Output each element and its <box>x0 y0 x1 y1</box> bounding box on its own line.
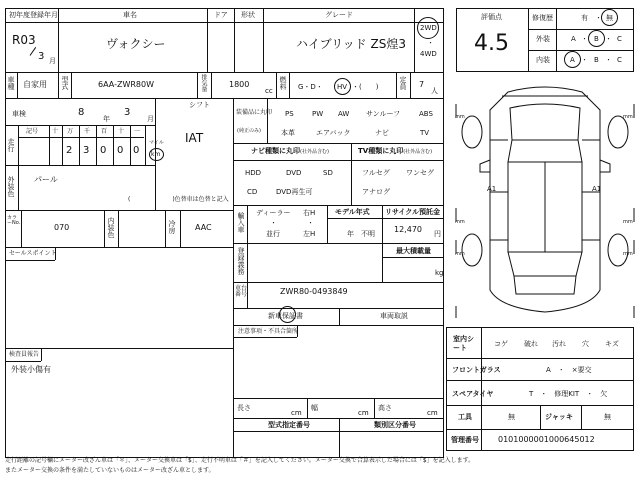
model-year-value: 年 不明 <box>347 230 375 238</box>
seat-option: 汚れ <box>552 340 566 348</box>
capacity-unit: 人 <box>431 87 438 95</box>
height-label: 高さ <box>378 404 392 412</box>
cooler-value: AAC <box>195 223 212 232</box>
exterior-c: C <box>617 35 622 43</box>
tv-oneseg: ワンセグ <box>406 169 434 177</box>
digit-header-6: 一 <box>134 128 141 135</box>
shape-label: 形状 <box>241 11 255 19</box>
new-warranty: 新車保証書 <box>268 312 303 320</box>
import-left-h: 左H <box>303 230 316 238</box>
digit-header-4: 百 <box>101 128 108 135</box>
equipment-pw: PW <box>312 110 324 118</box>
interior-score-label: 内装 <box>536 56 550 64</box>
seat-label: 室内シート <box>453 335 474 353</box>
diagram-mm: mm <box>455 251 465 257</box>
exterior-b: B <box>594 35 599 43</box>
equipment-leather: 本革 <box>281 129 295 137</box>
score-label: 評価点 <box>481 13 502 21</box>
import-dot: ・ <box>270 219 277 227</box>
seat-option: コゲ <box>494 340 508 348</box>
navi-dvd: DVD <box>286 169 302 177</box>
tools-label: 工具 <box>458 413 472 421</box>
grade: ハイブリッド ZS煌3 <box>296 37 406 51</box>
diagram-mm: mm <box>455 219 465 225</box>
length-cm: cm <box>291 409 302 417</box>
interior-dot: ・ <box>581 56 588 64</box>
mileage-digit: 2 <box>66 145 73 156</box>
tv-fullseg: フルセグ <box>362 169 390 177</box>
mileage-digit: 0 <box>133 145 140 156</box>
mileage-digit: 0 <box>117 145 124 156</box>
sales-point-label: セールスポイント <box>9 250 57 257</box>
jack-label: ジャッキ <box>545 413 573 421</box>
equipment-tv: TV <box>420 129 430 137</box>
displacement-label: 排気量 <box>200 74 207 92</box>
chassis-label: 車台番号 <box>235 285 248 298</box>
interior-dot: ・ <box>605 56 612 64</box>
car-name: ヴォクシー <box>106 37 166 51</box>
seat-option: 破れ <box>524 340 538 348</box>
height-cm: cm <box>427 409 438 417</box>
interior-a: A <box>570 56 575 64</box>
diagram-mm: mm <box>623 114 633 120</box>
drive-separator: ・ <box>427 39 434 47</box>
repair-no: 無 <box>606 14 613 22</box>
control-no-label: 管理番号 <box>451 436 479 444</box>
navi-cd: CD <box>247 188 258 196</box>
register-label: 登録義務 <box>237 247 245 275</box>
yen-unit: 円 <box>434 230 441 238</box>
notes-label: 注意事項・不具合箇所 <box>238 328 299 335</box>
km-label: km <box>151 151 161 158</box>
tv-analog: アナログ <box>362 188 390 196</box>
capacity-label: 定員 <box>399 76 407 90</box>
displacement-value: 1800 <box>229 80 250 89</box>
cc-unit: cc <box>265 87 273 95</box>
first-reg-label: 初年度登録年月 <box>9 11 58 19</box>
fuel-other: ・( ) <box>352 83 379 91</box>
shift-label: シフト <box>189 101 210 109</box>
interior-b: B <box>594 56 599 64</box>
digit-header-3: 千 <box>84 128 91 135</box>
exterior-color-note: ( )色替車は色替と記入 <box>128 196 229 203</box>
front-glass-options: A ・ ×要交 <box>546 366 592 374</box>
first-reg-month-unit: 月 <box>49 57 56 65</box>
exterior-color-label: 外装色 <box>7 176 15 197</box>
mileage-note-header: 記号 <box>26 128 39 135</box>
recycle-value: 12,470 <box>394 225 422 234</box>
digit-header-2: 万 <box>67 128 74 135</box>
score-value: 4.5 <box>474 31 509 56</box>
use-label: 車種 <box>7 76 15 90</box>
car-name-label: 車名 <box>123 11 137 19</box>
front-glass-label: フロントガラス <box>452 366 501 374</box>
seat-option: 穴 <box>582 340 589 348</box>
first-reg-month: 3 <box>38 51 45 62</box>
tools-value: 無 <box>508 413 515 421</box>
grade-label: グレード <box>325 11 353 19</box>
class-no-label: 類別区分番号 <box>374 421 416 429</box>
length-label: 長さ <box>237 404 251 412</box>
navi-dvd-play: DVD再生可 <box>276 188 313 196</box>
equipment-aw: AW <box>338 110 350 118</box>
exterior-a: A <box>571 35 576 43</box>
width-cm: cm <box>358 409 369 417</box>
navi-title: ナビ種類に丸印(社外品含む) <box>251 147 329 155</box>
repair-dot: ・ <box>595 14 602 22</box>
exterior-score-label: 外装 <box>536 35 550 43</box>
cooler-label: 冷房 <box>168 220 176 234</box>
import-dot: ・ <box>307 219 314 227</box>
exterior-dot: ・ <box>581 35 588 43</box>
inspection-month: 3 <box>124 107 131 118</box>
footer-note-2: またメーター交換の条件を満たしていないものはメーター改ざん車とします。 <box>5 467 215 474</box>
fuel-label: 燃料 <box>279 76 287 90</box>
model-value: 6AA-ZWR80W <box>98 80 155 89</box>
navi-sd: SD <box>323 169 333 177</box>
navi-hdd: HDD <box>245 169 262 177</box>
repair-label: 修復歴 <box>532 14 553 22</box>
damage-mark: A1 <box>592 185 602 193</box>
import-parallel: 並行 <box>266 230 280 238</box>
mileage-digit: 3 <box>83 145 90 156</box>
mileage-digit: 0 <box>100 145 107 156</box>
model-label: 型式 <box>61 76 69 90</box>
repair-yes: 有 <box>581 14 588 22</box>
new-warranty-circle <box>279 306 296 323</box>
jack-value: 無 <box>604 413 611 421</box>
capacity-value: 7 <box>419 80 425 89</box>
max-load-label: 最大積載量 <box>396 247 431 255</box>
shift-value: IAT <box>185 131 204 145</box>
digit-header-5: 十 <box>118 128 125 135</box>
inspection-month-unit: 月 <box>147 115 154 123</box>
diagram-mm: mm <box>623 251 633 257</box>
chassis-value: ZWR80-0493849 <box>280 287 348 296</box>
door-label: ドア <box>214 11 228 19</box>
exterior-color-value: パール <box>34 175 58 184</box>
mile-label: マイル <box>149 140 164 146</box>
manual: 車両取説 <box>380 312 408 320</box>
recycle-label: リサイクル預託金 <box>385 208 441 216</box>
equipment-sub-label: (純正のみ) <box>237 128 261 134</box>
equipment-airbag: エアバック <box>316 129 351 137</box>
equipment-abs: ABS <box>419 110 433 118</box>
drive-4wd: 4WD <box>420 50 437 58</box>
color-no-value: 070 <box>54 223 70 232</box>
seat-option: キズ <box>605 340 619 348</box>
kg-unit: kg <box>435 269 444 277</box>
car-damage-diagram <box>450 80 640 320</box>
damage-mark: A1 <box>487 185 497 193</box>
diagram-mm: mm <box>623 219 633 225</box>
inspection-label: 車検 <box>12 110 26 118</box>
control-no-value: 0101000001000645012 <box>498 435 595 444</box>
equipment-label: 装備品に丸印 <box>236 109 273 116</box>
model-year-label: モデル年式 <box>335 208 370 216</box>
inspection-year-unit: 年 <box>103 115 110 123</box>
mileage-label: 走行 <box>7 138 15 152</box>
inspector-label: 検査員報告 <box>9 351 40 358</box>
inspection-year: 8 <box>78 107 85 118</box>
spare-tire-options: T ・ 修理KIT ・ 欠 <box>529 390 608 398</box>
import-dealer: ディーラー <box>256 209 291 217</box>
drive-2wd: 2WD <box>420 24 437 32</box>
first-reg-year: R03 <box>12 33 36 47</box>
tv-title: TV種類に丸印(社外品含む) <box>358 147 433 155</box>
use-value: 自家用 <box>23 80 47 89</box>
interior-c: C <box>617 56 622 64</box>
equipment-sunroof: サンルーフ <box>366 110 401 118</box>
inspector-value: 外装小傷有 <box>11 365 51 374</box>
import-label: 輸入車 <box>237 212 245 233</box>
fuel-hv: HV <box>337 83 348 91</box>
equipment-ps: PS <box>285 110 294 118</box>
type-no-label: 型式指定番号 <box>268 421 310 429</box>
equipment-navi: ナビ <box>375 129 389 137</box>
import-right-h: 右H <box>303 209 316 217</box>
digit-header-1: 十 <box>52 128 59 135</box>
diagram-mm: mm <box>455 114 465 120</box>
width-label: 幅 <box>311 404 318 412</box>
fuel-options: G・D・ <box>298 83 323 91</box>
exterior-dot: ・ <box>605 35 612 43</box>
footer-note-1: 走行距離の記号欄にメーター改ざん車は「＊」、メーター交換車は「$」、走行不明車は「＃」を記入してください。メーター交換で合算表示した場合には「$」を記入します。 <box>5 457 475 464</box>
spare-tire-label: スペアタイヤ <box>452 390 494 398</box>
color-no-label: カラーNo. <box>7 215 21 226</box>
interior-color-label: 内装色 <box>107 217 115 238</box>
